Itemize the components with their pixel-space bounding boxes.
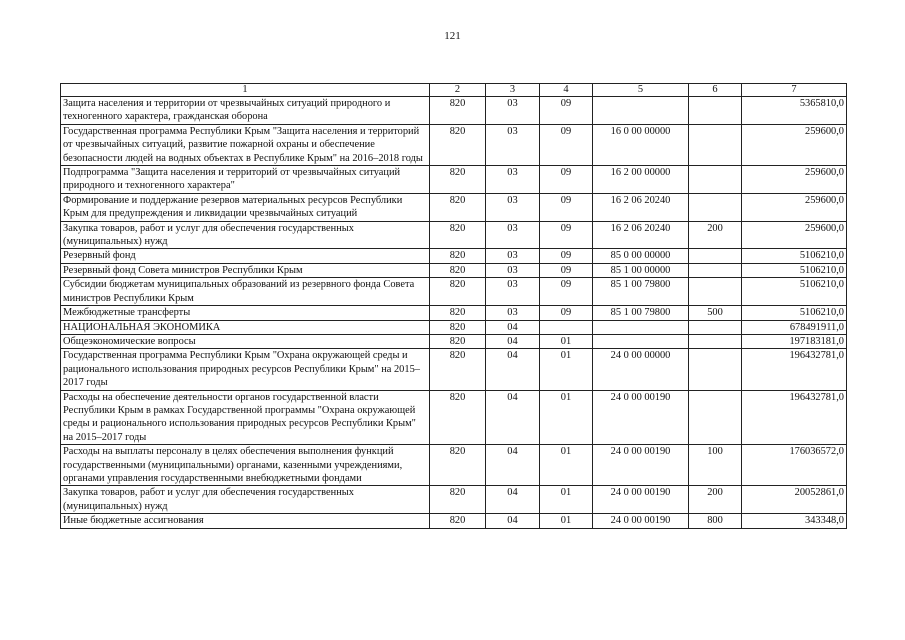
table-row bbox=[61, 193, 847, 221]
admin-code-cell: 820 bbox=[430, 124, 486, 165]
section-cell: 03 bbox=[486, 97, 540, 125]
subsection-cell: 09 bbox=[540, 221, 593, 249]
subsection-cell bbox=[540, 320, 593, 334]
subsection-cell: 09 bbox=[540, 249, 593, 263]
admin-code-cell: 820 bbox=[430, 390, 486, 445]
section-cell: 03 bbox=[486, 193, 540, 221]
amount-cell: 259600,0 bbox=[742, 166, 847, 194]
amount-cell: 20052861,0 bbox=[742, 486, 847, 514]
target-article-cell: 24 0 00 00190 bbox=[593, 390, 689, 445]
expense-type-cell bbox=[689, 263, 742, 277]
row-name-cell: Субсидии бюджетам муниципальных образований из резервного фонда Совета министров Республики Крым bbox=[61, 278, 430, 306]
admin-code-cell: 820 bbox=[430, 349, 486, 390]
column-header: 2 bbox=[430, 84, 486, 97]
target-article-cell: 16 0 00 00000 bbox=[593, 124, 689, 165]
admin-code-cell: 820 bbox=[430, 97, 486, 125]
target-article-cell bbox=[593, 320, 689, 334]
table-row bbox=[61, 249, 847, 263]
amount-cell: 5365810,0 bbox=[742, 97, 847, 125]
table-row bbox=[61, 263, 847, 277]
column-header: 4 bbox=[540, 84, 593, 97]
subsection-cell: 09 bbox=[540, 97, 593, 125]
row-name-cell: Защита населения и территории от чрезвычайных ситуаций природного и техногенного характера, гражданская оборона bbox=[61, 97, 430, 125]
subsection-cell: 01 bbox=[540, 514, 593, 528]
amount-cell: 259600,0 bbox=[742, 193, 847, 221]
section-cell: 03 bbox=[486, 306, 540, 320]
section-cell: 04 bbox=[486, 390, 540, 445]
target-article-cell bbox=[593, 97, 689, 125]
table-header-row bbox=[61, 84, 847, 97]
expense-type-cell bbox=[689, 349, 742, 390]
table-row bbox=[61, 124, 847, 165]
row-name-cell: Резервный фонд bbox=[61, 249, 430, 263]
amount-cell: 197183181,0 bbox=[742, 334, 847, 348]
target-article-cell: 85 0 00 00000 bbox=[593, 249, 689, 263]
table-row bbox=[61, 278, 847, 306]
column-header: 7 bbox=[742, 84, 847, 97]
expense-type-cell bbox=[689, 334, 742, 348]
expense-type-cell bbox=[689, 320, 742, 334]
admin-code-cell: 820 bbox=[430, 249, 486, 263]
amount-cell: 196432781,0 bbox=[742, 390, 847, 445]
row-name-cell: Подпрограмма "Защита населения и территорий от чрезвычайных ситуаций природного и техногенного характера" bbox=[61, 166, 430, 194]
admin-code-cell: 820 bbox=[430, 486, 486, 514]
target-article-cell: 85 1 00 79800 bbox=[593, 278, 689, 306]
amount-cell: 5106210,0 bbox=[742, 263, 847, 277]
admin-code-cell: 820 bbox=[430, 445, 486, 486]
target-article-cell: 85 1 00 00000 bbox=[593, 263, 689, 277]
row-name-cell: Резервный фонд Совета министров Республики Крым bbox=[61, 263, 430, 277]
amount-cell: 5106210,0 bbox=[742, 306, 847, 320]
expense-type-cell bbox=[689, 97, 742, 125]
section-cell: 04 bbox=[486, 349, 540, 390]
subsection-cell: 09 bbox=[540, 124, 593, 165]
expense-type-cell: 100 bbox=[689, 445, 742, 486]
expense-type-cell bbox=[689, 278, 742, 306]
subsection-cell: 01 bbox=[540, 349, 593, 390]
table-row bbox=[61, 390, 847, 445]
admin-code-cell: 820 bbox=[430, 320, 486, 334]
expense-type-cell bbox=[689, 193, 742, 221]
subsection-cell: 09 bbox=[540, 306, 593, 320]
section-cell: 03 bbox=[486, 263, 540, 277]
row-name-cell: Формирование и поддержание резервов материальных ресурсов Республики Крым для предупреждения и ликвидации чрезвычайных ситуаций bbox=[61, 193, 430, 221]
admin-code-cell: 820 bbox=[430, 193, 486, 221]
expense-type-cell bbox=[689, 390, 742, 445]
target-article-cell: 24 0 00 00190 bbox=[593, 486, 689, 514]
section-cell: 04 bbox=[486, 486, 540, 514]
budget-table bbox=[60, 83, 847, 529]
table-row bbox=[61, 221, 847, 249]
target-article-cell: 16 2 06 20240 bbox=[593, 193, 689, 221]
table-row bbox=[61, 166, 847, 194]
target-article-cell: 16 2 06 20240 bbox=[593, 221, 689, 249]
subsection-cell: 09 bbox=[540, 263, 593, 277]
amount-cell: 5106210,0 bbox=[742, 249, 847, 263]
row-name-cell: Закупка товаров, работ и услуг для обеспечения государственных (муниципальных) нужд bbox=[61, 486, 430, 514]
section-cell: 04 bbox=[486, 514, 540, 528]
row-name-cell: Государственная программа Республики Крым "Защита населения и территорий от чрезвычайных ситуаций, развитие пожарной охраны и обеспечение безопасности людей на водных объектах в Республике Крым" на 2016–2018 годы bbox=[61, 124, 430, 165]
target-article-cell: 24 0 00 00000 bbox=[593, 349, 689, 390]
admin-code-cell: 820 bbox=[430, 514, 486, 528]
subsection-cell: 01 bbox=[540, 390, 593, 445]
section-cell: 03 bbox=[486, 249, 540, 263]
table-row bbox=[61, 97, 847, 125]
amount-cell: 5106210,0 bbox=[742, 278, 847, 306]
target-article-cell: 85 1 00 79800 bbox=[593, 306, 689, 320]
subsection-cell: 09 bbox=[540, 166, 593, 194]
row-name-cell: Государственная программа Республики Крым "Охрана окружающей среды и рационального использования природных ресурсов Республики Крым" на 2015–2017 годы bbox=[61, 349, 430, 390]
row-name-cell: Закупка товаров, работ и услуг для обеспечения государственных (муниципальных) нужд bbox=[61, 221, 430, 249]
amount-cell: 176036572,0 bbox=[742, 445, 847, 486]
table-row bbox=[61, 306, 847, 320]
expense-type-cell bbox=[689, 124, 742, 165]
section-cell: 03 bbox=[486, 278, 540, 306]
expense-type-cell bbox=[689, 249, 742, 263]
admin-code-cell: 820 bbox=[430, 166, 486, 194]
amount-cell: 259600,0 bbox=[742, 124, 847, 165]
subsection-cell: 01 bbox=[540, 445, 593, 486]
admin-code-cell: 820 bbox=[430, 221, 486, 249]
row-name-cell: Иные бюджетные ассигнования bbox=[61, 514, 430, 528]
admin-code-cell: 820 bbox=[430, 334, 486, 348]
expense-type-cell: 200 bbox=[689, 221, 742, 249]
section-cell: 04 bbox=[486, 445, 540, 486]
table-row bbox=[61, 514, 847, 528]
table-row bbox=[61, 320, 847, 334]
subsection-cell: 01 bbox=[540, 334, 593, 348]
table-row bbox=[61, 486, 847, 514]
column-header: 3 bbox=[486, 84, 540, 97]
section-cell: 03 bbox=[486, 124, 540, 165]
subsection-cell: 09 bbox=[540, 278, 593, 306]
row-name-cell: Общеэкономические вопросы bbox=[61, 334, 430, 348]
row-name-cell: Расходы на обеспечение деятельности органов государственной власти Республики Крым в рамках Государственной программы "Охрана окружающей среды и рационального использования природных ресурсов Республики Крым" на 2015–2017 годы bbox=[61, 390, 430, 445]
section-cell: 04 bbox=[486, 320, 540, 334]
expense-type-cell bbox=[689, 166, 742, 194]
section-cell: 03 bbox=[486, 221, 540, 249]
page-number: 121 bbox=[444, 30, 461, 42]
row-name-cell: Межбюджетные трансферты bbox=[61, 306, 430, 320]
column-header: 5 bbox=[593, 84, 689, 97]
section-cell: 03 bbox=[486, 166, 540, 194]
section-cell: 04 bbox=[486, 334, 540, 348]
table-row bbox=[61, 445, 847, 486]
row-name-cell: НАЦИОНАЛЬНАЯ ЭКОНОМИКА bbox=[61, 320, 430, 334]
column-header: 6 bbox=[689, 84, 742, 97]
subsection-cell: 09 bbox=[540, 193, 593, 221]
target-article-cell bbox=[593, 334, 689, 348]
target-article-cell: 24 0 00 00190 bbox=[593, 514, 689, 528]
subsection-cell: 01 bbox=[540, 486, 593, 514]
expense-type-cell: 800 bbox=[689, 514, 742, 528]
expense-type-cell: 200 bbox=[689, 486, 742, 514]
target-article-cell: 16 2 00 00000 bbox=[593, 166, 689, 194]
table-row bbox=[61, 334, 847, 348]
admin-code-cell: 820 bbox=[430, 278, 486, 306]
admin-code-cell: 820 bbox=[430, 306, 486, 320]
amount-cell: 196432781,0 bbox=[742, 349, 847, 390]
target-article-cell: 24 0 00 00190 bbox=[593, 445, 689, 486]
amount-cell: 343348,0 bbox=[742, 514, 847, 528]
admin-code-cell: 820 bbox=[430, 263, 486, 277]
table-body bbox=[61, 97, 847, 529]
amount-cell: 678491911,0 bbox=[742, 320, 847, 334]
table-row bbox=[61, 349, 847, 390]
row-name-cell: Расходы на выплаты персоналу в целях обеспечения выполнения функций государственными (муниципальными) органами, казенными учреждениями, органами управления государственными внебюджетными фондами bbox=[61, 445, 430, 486]
amount-cell: 259600,0 bbox=[742, 221, 847, 249]
column-header: 1 bbox=[61, 84, 430, 97]
expense-type-cell: 500 bbox=[689, 306, 742, 320]
